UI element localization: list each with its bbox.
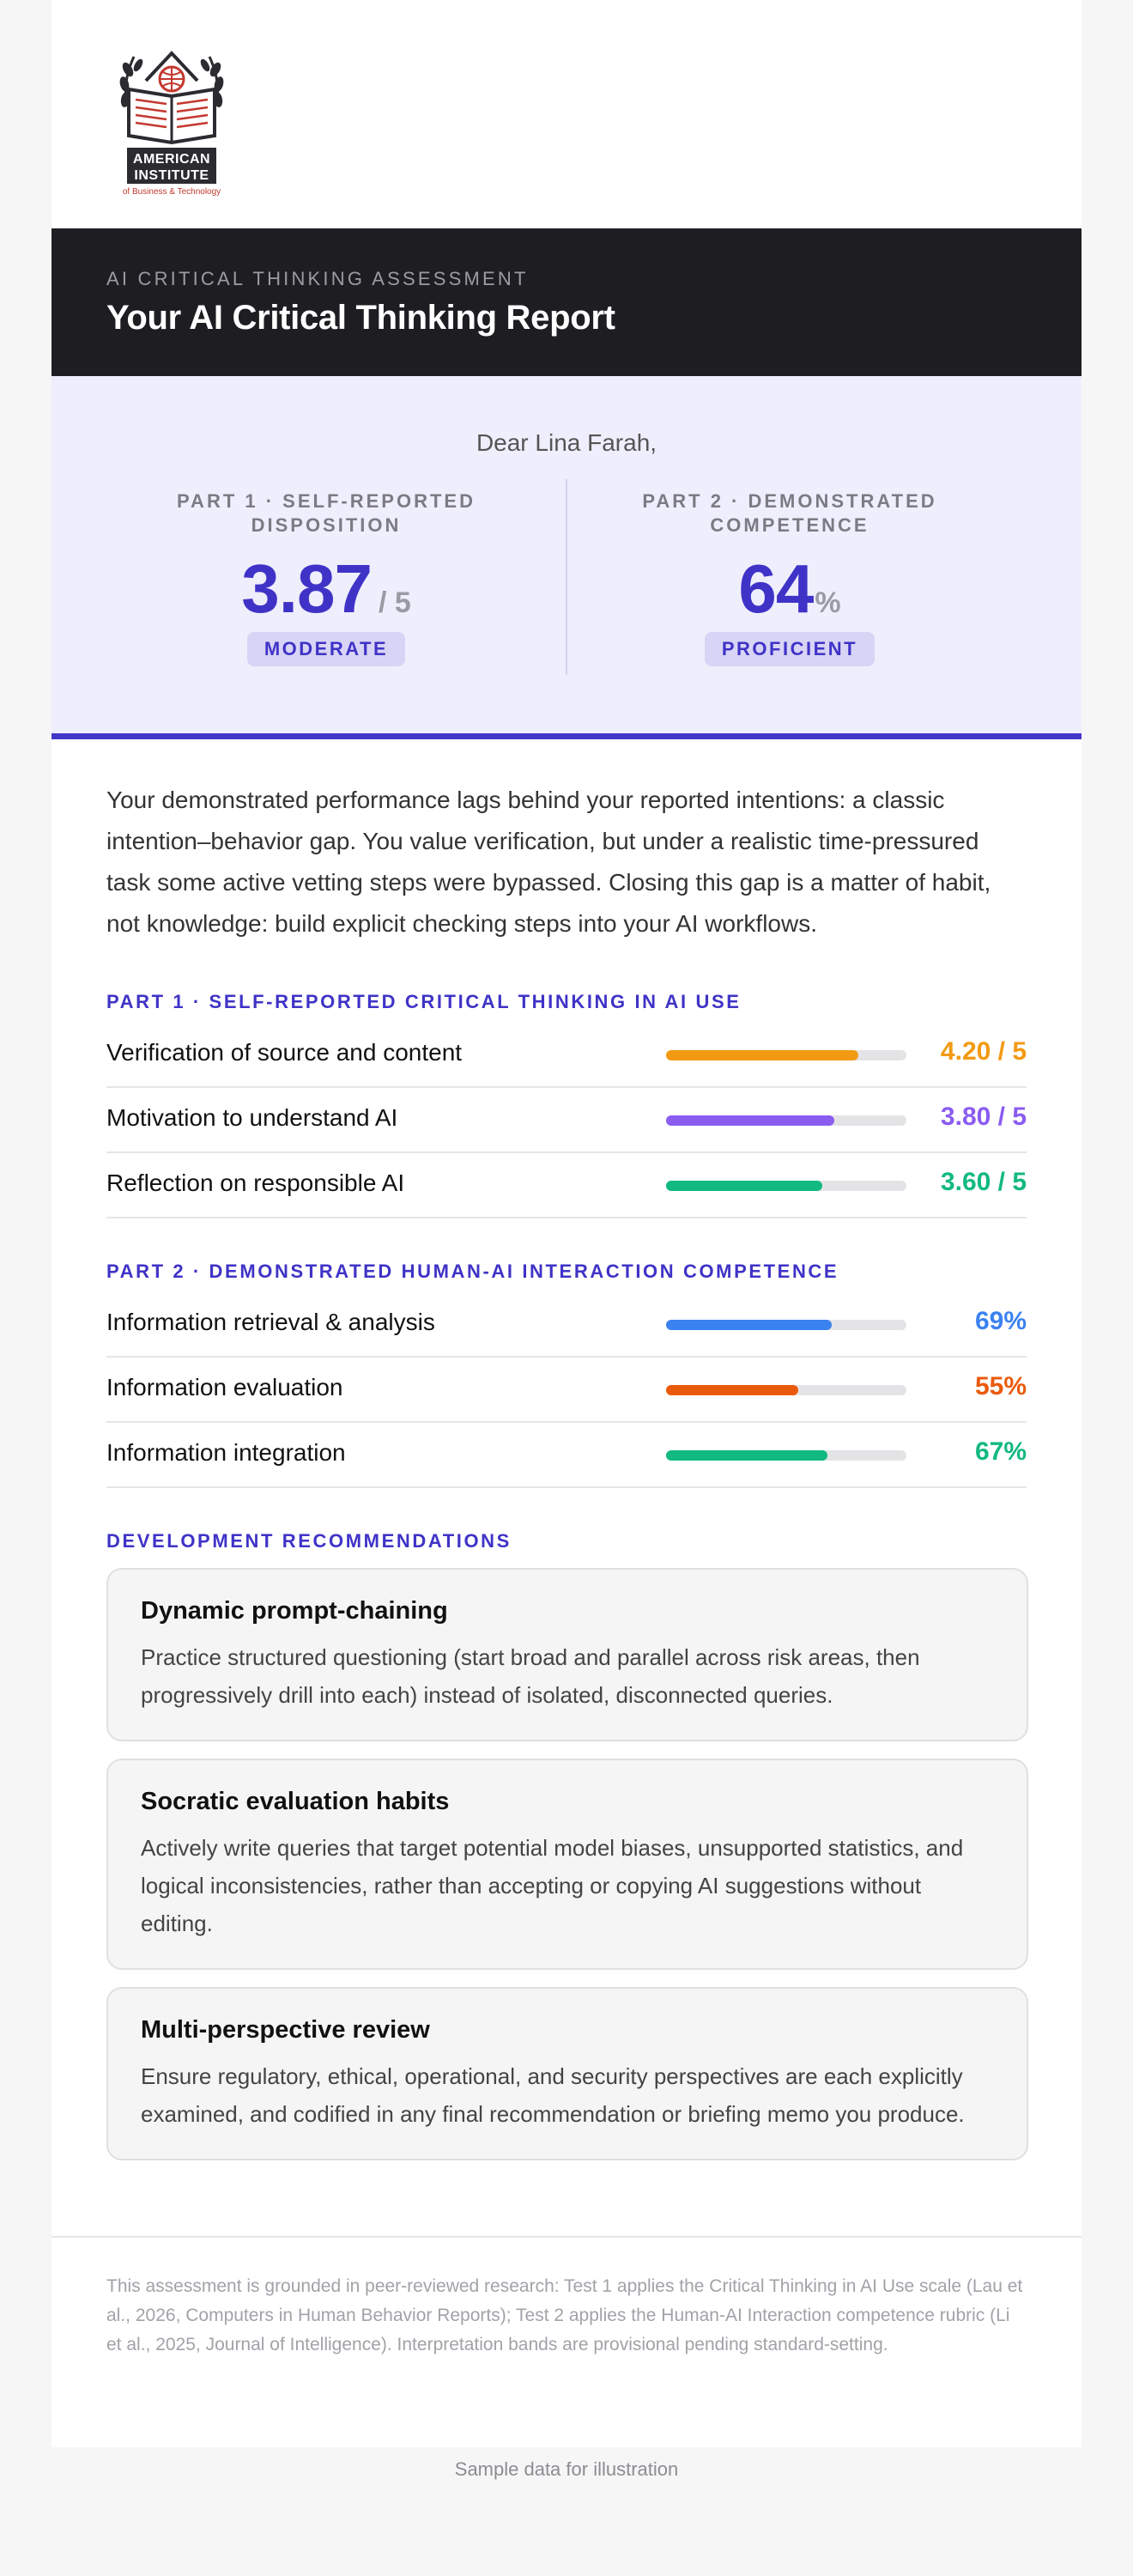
logo-line1: AMERICAN xyxy=(132,152,211,167)
recommendation-card xyxy=(106,1759,1028,1970)
metric-value: 4.20 / 5 xyxy=(940,1037,1027,1066)
recommendation-title: Dynamic prompt-chaining xyxy=(141,1597,448,1625)
metric-progress-track xyxy=(666,1450,906,1461)
metric-value: 55% xyxy=(974,1372,1027,1400)
metric-progress-fill xyxy=(666,1181,822,1191)
summary-paragraph: Your demonstrated performance lags behind your reported intentions: a classic intention–behavior gap. You value verification, but under a realistic time-pressured task some active vetting steps were bypassed. Closing this gap is a matter of habit, not knowledge: build explicit checking steps into your AI workflows. xyxy=(106,787,991,937)
footer-divider xyxy=(52,2236,1082,2238)
part1-score-denominator: / 5 xyxy=(378,586,411,619)
recommendation-body: Actively write queries that target potential model biases, unsupported statistics, and logical inconsistencies, rather than accepting or copying AI suggestions without editing. xyxy=(141,1835,964,1936)
recommendation-card xyxy=(106,1568,1028,1741)
metric-label: Reflection on responsible AI xyxy=(106,1170,405,1196)
report-card xyxy=(52,0,1082,2447)
metric-value: 69% xyxy=(974,1307,1027,1335)
metric-progress-track xyxy=(666,1115,906,1126)
recommendation-body: Practice structured questioning (start broad and parallel across risk areas, then progressively drill into each) instead of isolated, disconnected queries. xyxy=(141,1644,920,1708)
metric-progress-fill xyxy=(666,1385,798,1395)
metric-label: Information evaluation xyxy=(106,1374,343,1400)
part1-section-title: PART 1 · SELF-REPORTED CRITICAL THINKING IN AI USE xyxy=(106,991,742,1012)
report-header xyxy=(52,228,1082,376)
metric-row xyxy=(106,1152,1027,1218)
metric-progress-fill xyxy=(666,1320,832,1330)
recommendation-title: Socratic evaluation habits xyxy=(141,1788,450,1815)
page-title: Your AI Critical Thinking Report xyxy=(106,299,615,337)
metric-label: Information integration xyxy=(106,1439,346,1466)
institute-logo xyxy=(112,39,232,198)
part2-score-unit: % xyxy=(815,586,841,619)
recommendations-title: DEVELOPMENT RECOMMENDATIONS xyxy=(106,1530,512,1552)
metric-progress-fill xyxy=(666,1450,827,1461)
metric-row xyxy=(106,1357,1027,1423)
metric-label: Information retrieval & analysis xyxy=(106,1309,435,1335)
logo-tagline: of Business & Technology xyxy=(122,187,221,197)
recommendation-card xyxy=(106,1987,1028,2160)
metric-progress-fill xyxy=(666,1115,834,1126)
score-summary xyxy=(52,376,1082,739)
part2-score-label: PART 2 · DEMONSTRATED COMPETENCE xyxy=(642,490,937,536)
metric-row xyxy=(106,1422,1027,1488)
part1-score-card xyxy=(103,489,549,666)
recommendation-title: Multi-perspective review xyxy=(141,2016,430,2044)
part2-score-card xyxy=(566,489,1013,666)
sample-data-note: Sample data for illustration xyxy=(454,2458,679,2480)
part1-score-label: PART 1 · SELF-REPORTED DISPOSITION xyxy=(177,490,476,536)
part1-score-value: 3.87 xyxy=(241,550,372,627)
metric-row xyxy=(106,1087,1027,1153)
metric-value: 3.60 / 5 xyxy=(940,1168,1027,1196)
recommendation-body: Ensure regulatory, ethical, operational, and security perspectives are each explicitly examined, and codified in any final recommendation or briefing memo you produce. xyxy=(141,2063,965,2127)
metric-progress-track xyxy=(666,1181,906,1191)
metric-progress-track xyxy=(666,1385,906,1395)
part1-band-badge: MODERATE xyxy=(247,632,405,666)
metric-progress-fill xyxy=(666,1050,858,1060)
metric-row xyxy=(106,1291,1027,1358)
metric-value: 3.80 / 5 xyxy=(940,1103,1027,1131)
metric-progress-track xyxy=(666,1050,906,1060)
metric-row xyxy=(106,1022,1027,1088)
logo-line2: INSTITUTE xyxy=(134,168,209,183)
part2-score-value: 64 xyxy=(738,550,814,627)
greeting: Dear Lina Farah, xyxy=(476,429,657,456)
part2-band-badge: PROFICIENT xyxy=(705,632,875,666)
assessment-eyebrow: AI CRITICAL THINKING ASSESSMENT xyxy=(106,268,529,289)
metric-label: Motivation to understand AI xyxy=(106,1104,398,1131)
metric-progress-track xyxy=(666,1320,906,1330)
metric-value: 67% xyxy=(974,1437,1027,1466)
metric-label: Verification of source and content xyxy=(106,1039,463,1066)
research-footnote: This assessment is grounded in peer-reviewed research: Test 1 applies the Critical Thinking in AI Use scale (Lau et al., 2026, Computers in Human Behavior Reports); Test 2 applies the Human-AI Interaction competence rubric (Li et al., 2025, Journal of Intelligence). Interpretation bands are provisional pending standard-setting. xyxy=(106,2276,1023,2354)
part2-section-title: PART 2 · DEMONSTRATED HUMAN-AI INTERACTION COMPETENCE xyxy=(106,1261,839,1282)
